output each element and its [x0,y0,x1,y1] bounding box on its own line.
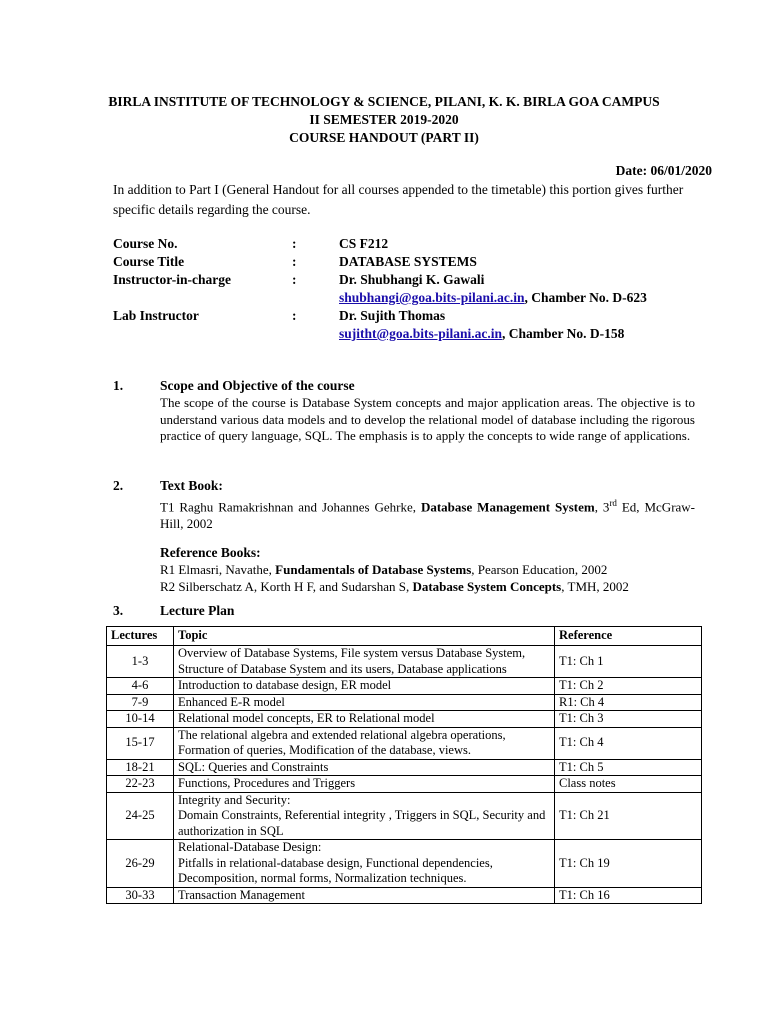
colon: : [292,254,297,269]
lectures-cell: 24-25 [107,792,174,840]
reference-cell: T1: Ch 19 [555,840,702,888]
reference-cell: R1: Ch 4 [555,694,702,711]
reference-cell: T1: Ch 21 [555,792,702,840]
reference-r2 [160,579,629,595]
semester-title: II SEMESTER 2019-2020 [309,112,459,127]
reference-cell: T1: Ch 3 [555,711,702,728]
table-row [107,694,702,711]
lab-instructor-name: Dr. Sujith Thomas [339,308,446,323]
lectures-cell: 15-17 [107,727,174,759]
handout-date: Date: 06/01/2020 [615,163,712,178]
t1-title: Database Management System [420,499,595,515]
course-no-label: Course No. [113,236,178,251]
topic-cell: Overview of Database Systems, File system versus Database System, Structure of Database System and its users, Database applications [174,646,555,678]
r1-title: Fundamentals of Database Systems [275,562,472,577]
section-3-title: Lecture Plan [160,603,235,618]
r2-publisher: , TMH, 2002 [561,579,629,594]
table-row [107,727,702,759]
colon: : [292,272,297,287]
instructor-chamber: , Chamber No. D-623 [524,290,647,305]
header-topic: Topic [174,627,555,646]
reference-cell: T1: Ch 2 [555,678,702,695]
t1-edition-suffix: rd [609,498,617,508]
section-3-number: 3. [113,603,124,618]
table-row [107,792,702,840]
lecture-plan-table [106,626,702,904]
section-2-title: Text Book: [160,478,223,493]
topic-cell: Enhanced E-R model [174,694,555,711]
table-row [107,776,702,793]
lectures-cell: 30-33 [107,887,174,904]
lab-chamber: , Chamber No. D-158 [501,326,625,341]
table-header-row [107,627,702,646]
reference-cell: T1: Ch 4 [555,727,702,759]
r2-authors: R2 Silberschatz A, Korth H F, and Sudarshan S, [160,579,413,594]
reference-cell: T1: Ch 1 [555,646,702,678]
topic-cell: Transaction Management [174,887,555,904]
lectures-cell: 10-14 [107,711,174,728]
t1-authors: T1 Raghu Ramakrishnan and Johannes Gehrke, [160,499,421,515]
r1-publisher: , Pearson Education, 2002 [471,562,608,577]
t1-edition: , 3 [594,499,610,515]
institute-title: BIRLA INSTITUTE OF TECHNOLOGY & SCIENCE, PILANI, K. K. BIRLA GOA CAMPUS [108,94,660,109]
handout-title: COURSE HANDOUT (PART II) [289,130,479,145]
instructor-email-link[interactable]: shubhangi@goa.bits-pilani.ac.in [339,290,525,305]
topic-cell: Relational-Database Design: Pitfalls in relational-database design, Functional dependencies, Decomposition, normal forms, Normalization techniques. [174,840,555,888]
topic-cell: Relational model concepts, ER to Relational model [174,711,555,728]
t1-publisher: Ed, McGraw-Hill, 2002 [160,499,696,531]
table-row [107,646,702,678]
table-row [107,711,702,728]
lab-email-link[interactable]: sujitht@goa.bits-pilani.ac.in [339,326,502,341]
course-title-value: DATABASE SYSTEMS [339,254,477,269]
lectures-cell: 4-6 [107,678,174,695]
lectures-cell: 26-29 [107,840,174,888]
topic-cell: The relational algebra and extended relational algebra operations, Formation of queries, Modification of the database, views. [174,727,555,759]
lecture-plan-body [107,646,702,904]
instructor-name: Dr. Shubhangi K. Gawali [339,272,485,287]
lectures-cell: 22-23 [107,776,174,793]
topic-cell: Integrity and Security: Domain Constraints, Referential integrity , Triggers in SQL, Security and authorization in SQL [174,792,555,840]
reference-cell: T1: Ch 16 [555,887,702,904]
colon: : [292,308,297,323]
textbook-t1 [160,495,695,532]
lab-instructor-label: Lab Instructor [113,308,199,323]
course-no-value: CS F212 [339,236,389,251]
reference-cell: Class notes [555,776,702,793]
section-1-title: Scope and Objective of the course [160,378,355,393]
table-row [107,887,702,904]
colon: : [292,236,297,251]
table-row [107,678,702,695]
r2-title: Database System Concepts [412,579,562,594]
section-2-number: 2. [113,478,124,493]
reference-r1 [160,562,607,578]
scope-paragraph: The scope of the course is Database System concepts and major application areas. The objective is to understand various data models and to develop the relational model of database including the rigorous practice of query language, SQL. The emphasis is to apply the concepts to wide range of applications. [160,395,695,443]
instructor-contact [339,290,647,306]
table-row [107,840,702,888]
reference-books-title: Reference Books: [160,545,261,560]
table-row [107,759,702,776]
r1-authors: R1 Elmasri, Navathe, [160,562,276,577]
lectures-cell: 18-21 [107,759,174,776]
topic-cell: Functions, Procedures and Triggers [174,776,555,793]
lectures-cell: 7-9 [107,694,174,711]
lab-contact [339,326,624,342]
topic-cell: SQL: Queries and Constraints [174,759,555,776]
instructor-label: Instructor-in-charge [113,272,231,287]
header-lectures: Lectures [107,627,174,646]
lectures-cell: 1-3 [107,646,174,678]
intro-paragraph: In addition to Part I (General Handout for all courses appended to the timetable) this portion gives further specific details regarding the course. [113,182,684,217]
header-reference: Reference [555,627,702,646]
topic-cell: Introduction to database design, ER model [174,678,555,695]
section-1-number: 1. [113,378,124,393]
course-title-label: Course Title [113,254,185,269]
reference-cell: T1: Ch 5 [555,759,702,776]
